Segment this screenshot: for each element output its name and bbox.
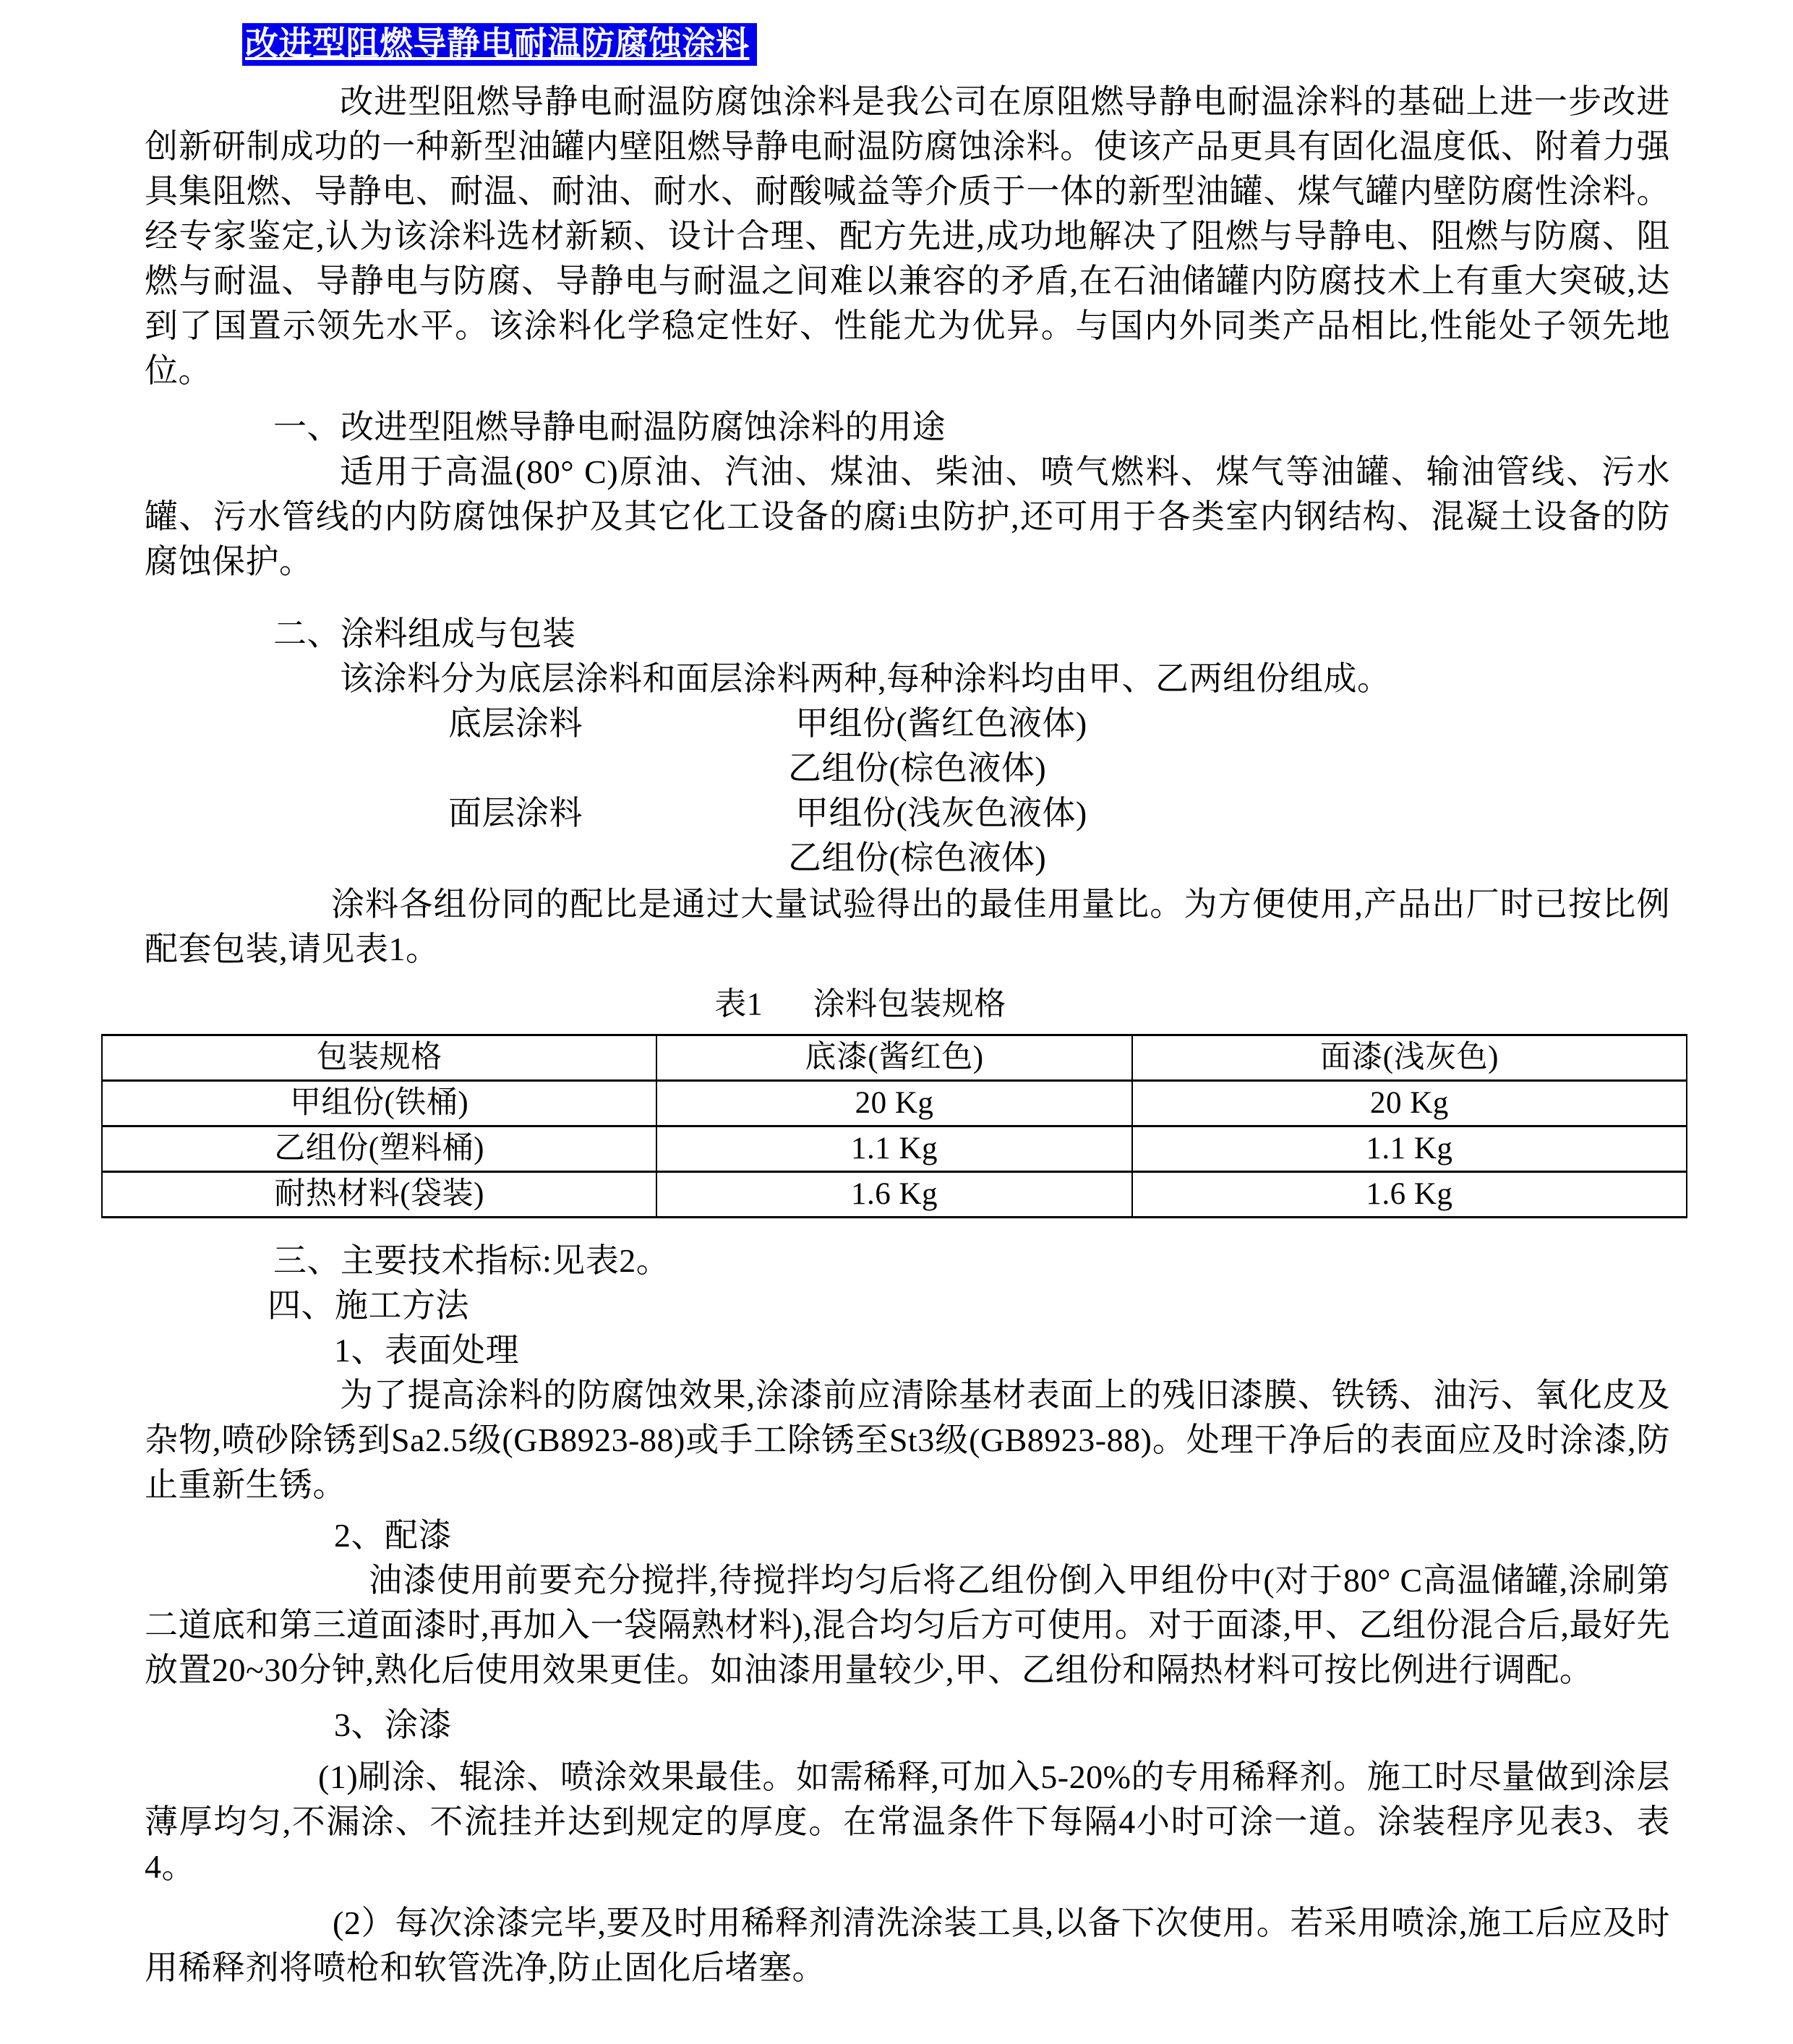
section-2-heading: 二、涂料组成与包装 <box>273 615 576 652</box>
table-row <box>102 1172 1687 1218</box>
table-row <box>102 1081 1687 1126</box>
section-3-heading: 三、主要技术指标:见表2。 <box>273 1242 670 1279</box>
component-list <box>145 701 1670 881</box>
table-cell: 耐热材料(袋装) <box>102 1172 656 1218</box>
table-header-row <box>102 1035 1687 1081</box>
sub-step-1-body: 为了提高涂料的防腐蚀效果,涂漆前应清除基材表面上的残旧漆膜、铁锈、油污、氧化皮及杂物,喷砂除锈到Sa2.5级(GB8923-88)或手工除锈至St3级(GB8923-88)。处理干净后的表面应及时涂漆,防止重新生锈。 <box>145 1377 1670 1503</box>
sub-step-2-body: 油漆使用前要充分搅拌,待搅拌均匀后将乙组份倒入甲组份中(对于80° C高温储罐,涂刷第二道底和第三道面漆时,再加入一袋隔熟材料),混合均匀后方可使用。对于面漆,甲、乙组份混合后,最好先放置20~30分钟,熟化后使用效果更佳。如油漆用量较少,甲、乙组份和隔热材料可按比例进行调配。 <box>145 1562 1670 1688</box>
document-title <box>242 23 1670 65</box>
table-1-caption <box>145 982 1670 1027</box>
section-1-heading: 一、改进型阻燃导静电耐温防腐蚀涂料的用途 <box>273 409 946 445</box>
table-cell: 20 Kg <box>1132 1081 1687 1126</box>
table-caption-title: 涂料包装规格 <box>813 986 1006 1022</box>
part-b-label: 乙组份(棕色液体) <box>788 750 1047 787</box>
layer-label: 面层涂料 <box>448 795 583 831</box>
table-cell: 1.6 Kg <box>656 1172 1132 1218</box>
intro-paragraph: 改进型阻燃导静电耐温防腐蚀涂料是我公司在原阻燃导静电耐温涂料的基础上进一步改进创新研制成功的一种新型油罐内壁阻燃导静电耐温防腐蚀涂料。使该产品更具有固化温度低、附着力强具集阻燃、导静电、耐温、耐油、耐水、耐酸喊益等介质于一体的新型油罐、煤气罐内壁防腐性涂料。经专家鉴定,认为该涂料选材新颖、设计合理、配方先进,成功地解决了阻燃与导静电、阻燃与防腐、阻燃与耐温、导静电与防腐、导静电与耐温之间难以兼容的矛盾,在石油储罐内防腐技术上有重大突破,达到了国置示领先水平。该涂料化学稳定性好、性能尤为优异。与国内外同类产品相比,性能处子领先地位。 <box>145 83 1670 389</box>
table-cell: 1.1 Kg <box>1132 1126 1687 1172</box>
table-header-cell: 底漆(酱红色) <box>656 1035 1132 1081</box>
section-2-note: 涂料各组份同的配比是通过大量试验得出的最佳用量比。为方便使用,产品出厂时已按比例配套包装,请见表1。 <box>145 886 1670 967</box>
section-1-body: 适用于高温(80° C)原油、汽油、煤油、柴油、喷气燃料、煤气等油罐、输油管线、污水罐、污水管线的内防腐蚀保护及其它化工设备的腐i虫防护,还可用于各类室内钢结构、混凝土设备的防腐蚀保护。 <box>145 453 1670 580</box>
coating-item-2: (2）每次涂漆完毕,要及时用稀释剂清洗涂装工具,以备下次使用。若采用喷涂,施工后应及时用稀释剂将喷枪和软管洗净,防止固化后堵塞。 <box>145 1904 1670 1986</box>
packaging-table <box>101 1034 1687 1218</box>
component-row <box>145 746 1670 791</box>
sub-step-3-title: 3、涂漆 <box>334 1706 452 1743</box>
section-2-body: 该涂料分为底层涂料和面层涂料两种,每种涂料均由甲、乙两组份组成。 <box>340 660 1391 697</box>
section-4-heading: 四、施工方法 <box>268 1287 469 1324</box>
table-header-cell: 包装规格 <box>102 1035 656 1081</box>
coating-item-1: (1)刷涂、辊涂、喷涂效果最佳。如需稀释,可加入5-20%的专用稀释剂。施工时尽量做到涂层薄厚均匀,不漏涂、不流挂并达到规定的厚度。在常温条件下每隔4小时可涂一道。涂装程序见表3、表4。 <box>145 1758 1670 1885</box>
part-b-label: 乙组份(棕色液体) <box>788 839 1047 876</box>
sub-step-1-title: 1、表面处理 <box>334 1332 519 1369</box>
component-row <box>145 836 1670 881</box>
table-caption-label: 表1 <box>714 986 763 1022</box>
component-row <box>145 701 1670 746</box>
part-a-label: 甲组份(酱红色液体) <box>795 705 1087 742</box>
table-cell: 乙组份(塑料桶) <box>102 1126 656 1172</box>
table-cell: 1.1 Kg <box>656 1126 1132 1172</box>
sub-step-2-title: 2、配漆 <box>334 1517 452 1554</box>
table-cell: 1.6 Kg <box>1132 1172 1687 1218</box>
table-cell: 甲组份(铁桶) <box>102 1081 656 1126</box>
table-header-cell: 面漆(浅灰色) <box>1132 1035 1687 1081</box>
part-a-label: 甲组份(浅灰色液体) <box>795 795 1087 831</box>
layer-label: 底层涂料 <box>448 705 583 742</box>
title-highlight: 改进型阻燃导静电耐温防腐蚀涂料 <box>242 23 757 66</box>
table-row <box>102 1126 1687 1172</box>
component-row <box>145 791 1670 836</box>
table-cell: 20 Kg <box>656 1081 1132 1126</box>
